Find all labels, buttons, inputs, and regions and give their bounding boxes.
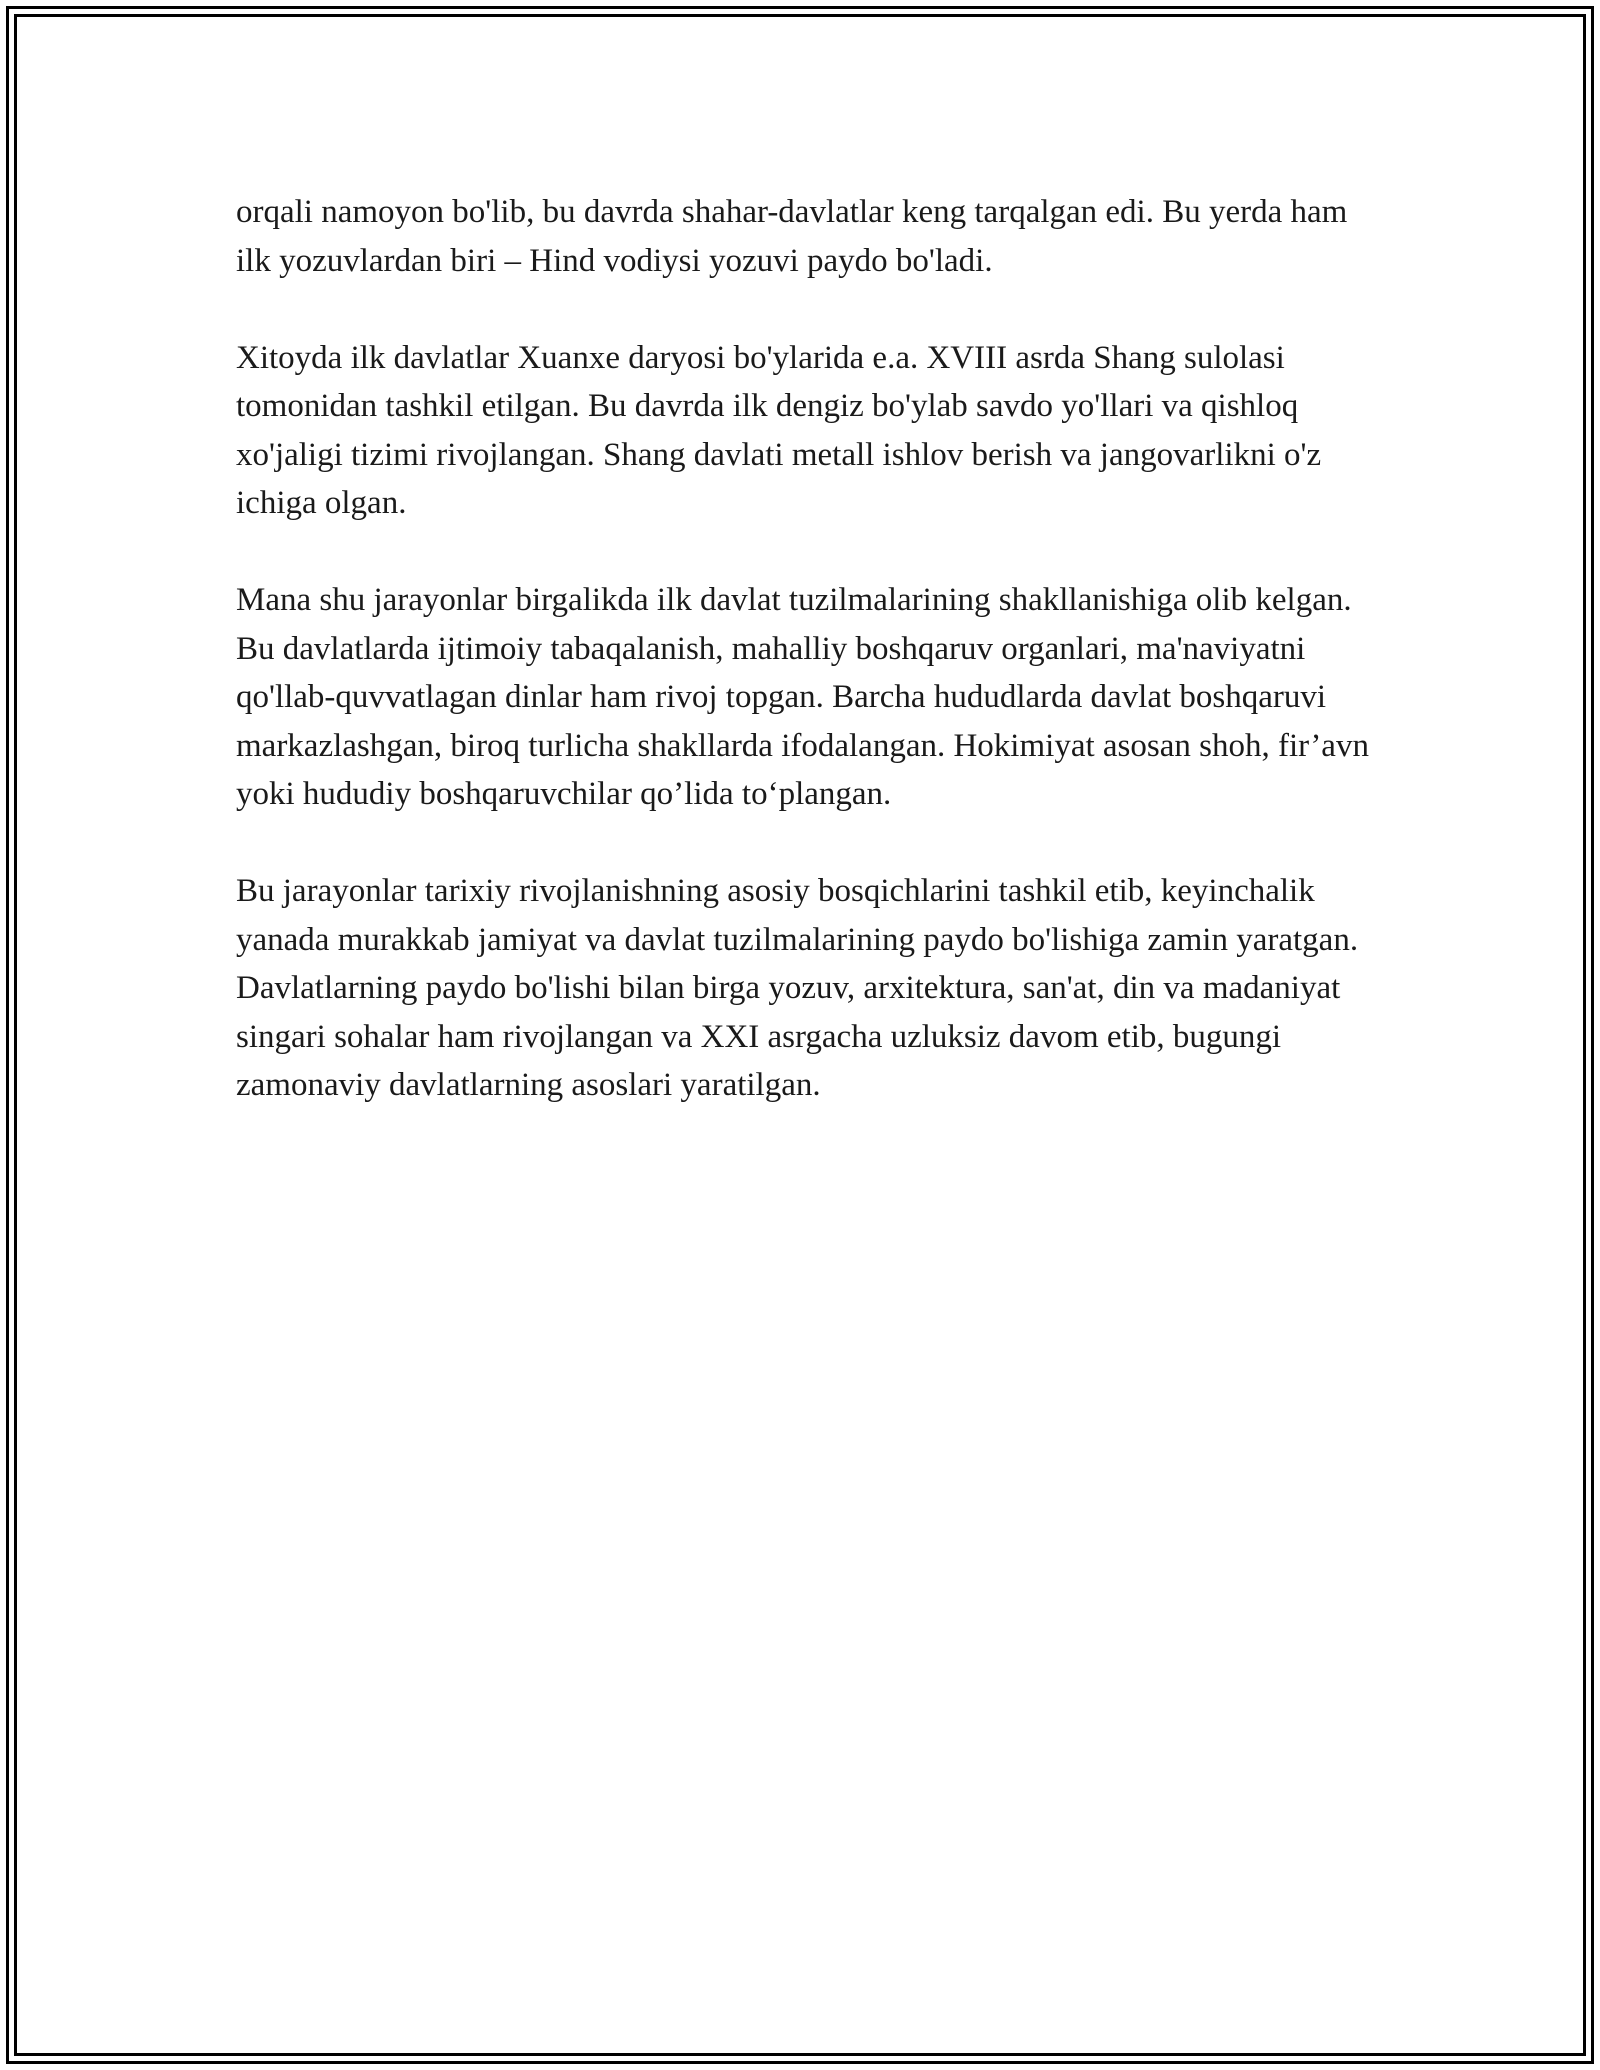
paragraph-1: orqali namoyon bo'lib, bu davrda shahar-davlatlar keng tarqalgan edi. Bu yerda ham ilk yozuvlardan biri – Hind vodiysi yozuvi paydo bo'ladi. (236, 194, 1348, 279)
paragraph-4: Bu jarayonlar tarixiy rivojlanishning asosiy bosqichlarini tashkil etib, keyinchalik yanada murakkab jamiyat va davlat tuzilmalarining paydo bo'lishiga zamin yaratgan. Davlatlarning paydo bo'lishi bilan birga yozuv, arxitektura, san'at, din va madaniyat singari sohalar ham rivojlangan va XXI asrgacha uzluksiz davom etib, bugungi zamonaviy davlatlarning asoslari yaratilgan. (236, 873, 1359, 1103)
document-body (236, 188, 1376, 1110)
paragraph-2: Xitoyda ilk davlatlar Xuanxe daryosi bo'ylarida e.a. XVIII asrda Shang sulolasi tomonidan tashkil etilgan. Bu davrda ilk dengiz bo'ylab savdo yo'llari va qishloq xo'jaligi tizimi rivojlangan. Shang davlati metall ishlov berish va jangovarlikni o'z ichiga olgan. (236, 339, 1322, 521)
paragraph-3: Mana shu jarayonlar birgalikda ilk davlat tuzilmalarining shakllanishiga olib kelgan. Bu davlatlarda ijtimoiy tabaqalanish, mahalliy boshqaruv organlari, ma'naviyatni qo'llab-quvvatlagan dinlar ham rivoj topgan. Barcha hududlarda davlat boshqaruvi markazlashgan, biroq turlicha shakllarda ifodalangan. Hokimiyat asosan shoh, fir’avn yoki hududiy boshqaruvchilar qo’lida to‘plangan. (236, 582, 1369, 812)
